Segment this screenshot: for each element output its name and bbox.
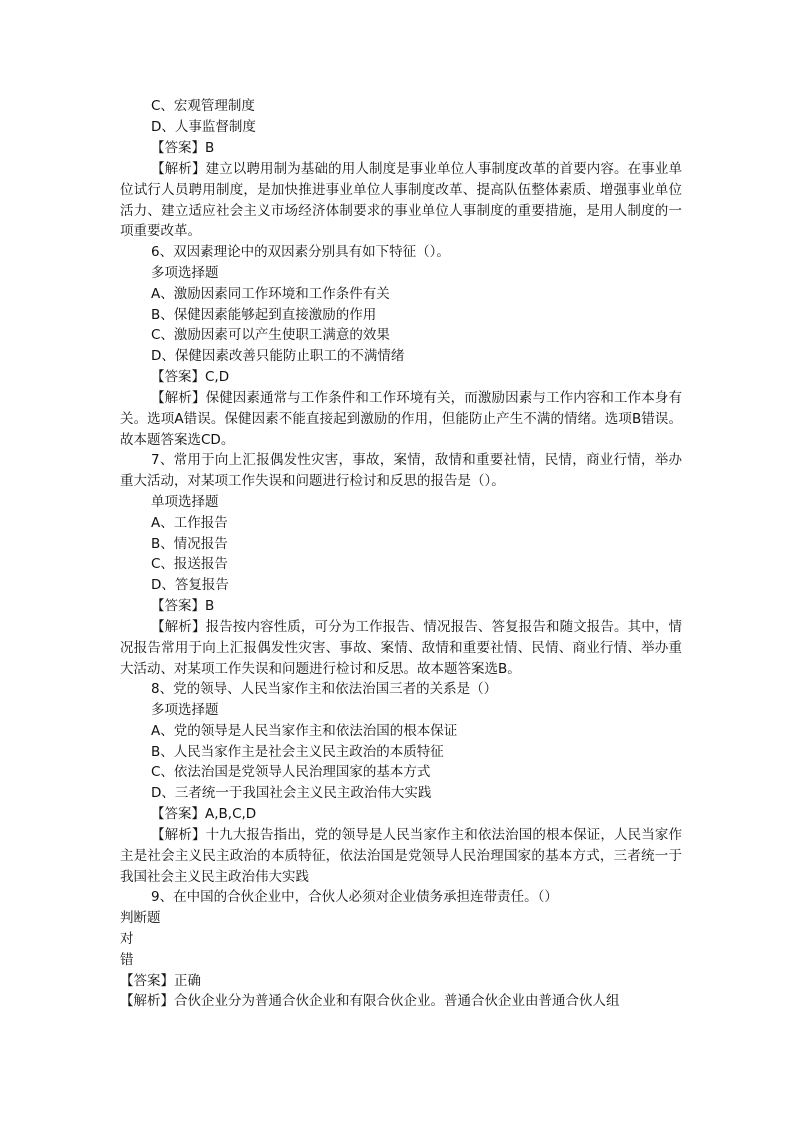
- q8-option-c: C、依法治国是党领导人民治理国家的基本方式: [151, 764, 431, 780]
- q9-type: 判断题: [120, 910, 161, 926]
- q7-question: [120, 450, 682, 492]
- q6-analysis: [120, 388, 682, 450]
- q9-question: 9、在中国的合伙企业中，合伙人必须对企业债务承担连带责任。（）: [151, 889, 558, 905]
- q7-type: 单项选择题: [151, 494, 219, 510]
- q7-option-c: C、报送报告: [151, 556, 228, 572]
- q5-analysis-text: 【解析】建立以聘用制为基础的用人制度是事业单位人事制度改革的首要内容。在事业单位试行人员聘用制度，是加快推进事业单位人事制度改革、提高队伍整体素质、增强事业单位活力、建立适应社会主义市场经济体制要求的事业单位人事制度的重要措施，是用人制度的一项重要改革。: [120, 161, 682, 240]
- q9-analysis: 【解析】合伙企业分为普通合伙企业和有限合伙企业。普通合伙企业由普通合伙人组: [120, 993, 620, 1009]
- q5-analysis: [120, 159, 682, 242]
- q8-analysis: [120, 825, 682, 887]
- q9-option-false: 错: [120, 952, 134, 968]
- q8-question: 8、党的领导、人民当家作主和依法治国三者的关系是（）: [151, 681, 498, 697]
- q6-option-b: B、保健因素能够起到直接激励的作用: [151, 307, 377, 323]
- q8-type: 多项选择题: [151, 702, 219, 718]
- q8-option-b: B、人民当家作主是社会主义民主政治的本质特征: [151, 744, 444, 760]
- q9-answer: 【答案】正确: [120, 973, 201, 989]
- q6-question: 6、双因素理论中的双因素分别具有如下特征（）。: [151, 244, 450, 260]
- q7-analysis: [120, 617, 682, 679]
- q8-option-a: A、党的领导是人民当家作主和依法治国的根本保证: [151, 723, 458, 739]
- q8-option-d: D、三者统一于我国社会主义民主政治伟大实践: [151, 785, 432, 801]
- q6-answer: 【答案】C,D: [151, 369, 230, 385]
- q5-option-d: D、人事监督制度: [151, 119, 256, 135]
- q7-option-d: D、答复报告: [151, 577, 229, 593]
- q6-type: 多项选择题: [151, 265, 219, 281]
- q6-analysis-text: 【解析】保健因素通常与工作条件和工作环境有关，而激励因素与工作内容和工作本身有关。选项A错误。保健因素不能直接起到激励的作用，但能防止产生不满的情绪。选项B错误。故本题答案选CD。: [120, 390, 682, 448]
- q5-option-c: C、宏观管理制度: [151, 98, 255, 114]
- q8-analysis-text: 【解析】十九大报告指出，党的领导是人民当家作主和依法治国的根本保证，人民当家作主是社会主义民主政治的本质特征，依法治国是党领导人民治理国家的基本方式，三者统一于我国社会主义民主政治伟大实践: [120, 827, 682, 885]
- q7-option-b: B、情况报告: [151, 536, 228, 552]
- q6-option-a: A、激励因素同工作环境和工作条件有关: [151, 286, 390, 302]
- q6-option-c: C、激励因素可以产生使职工满意的效果: [151, 327, 390, 343]
- q5-answer: 【答案】B: [151, 140, 215, 156]
- q8-answer: 【答案】A,B,C,D: [151, 806, 257, 822]
- q9-option-true: 对: [120, 931, 134, 947]
- q6-option-d: D、保健因素改善只能防止职工的不满情绪: [151, 348, 405, 364]
- q7-option-a: A、工作报告: [151, 515, 228, 531]
- q7-analysis-text: 【解析】报告按内容性质，可分为工作报告、情况报告、答复报告和随文报告。其中，情况报告常用于向上汇报偶发性灾害、事故、案情、敌情和重要社情、民情、商业行情、举办重大活动、对某项工作失误和问题进行检讨和反思。故本题答案选B。: [120, 619, 682, 677]
- q7-answer: 【答案】B: [151, 598, 215, 614]
- q7-question-text: 7、常用于向上汇报偶发性灾害，事故，案情，敌情和重要社情，民情，商业行情，举办重大活动，对某项工作失误和问题进行检讨和反思的报告是（）。: [120, 452, 682, 489]
